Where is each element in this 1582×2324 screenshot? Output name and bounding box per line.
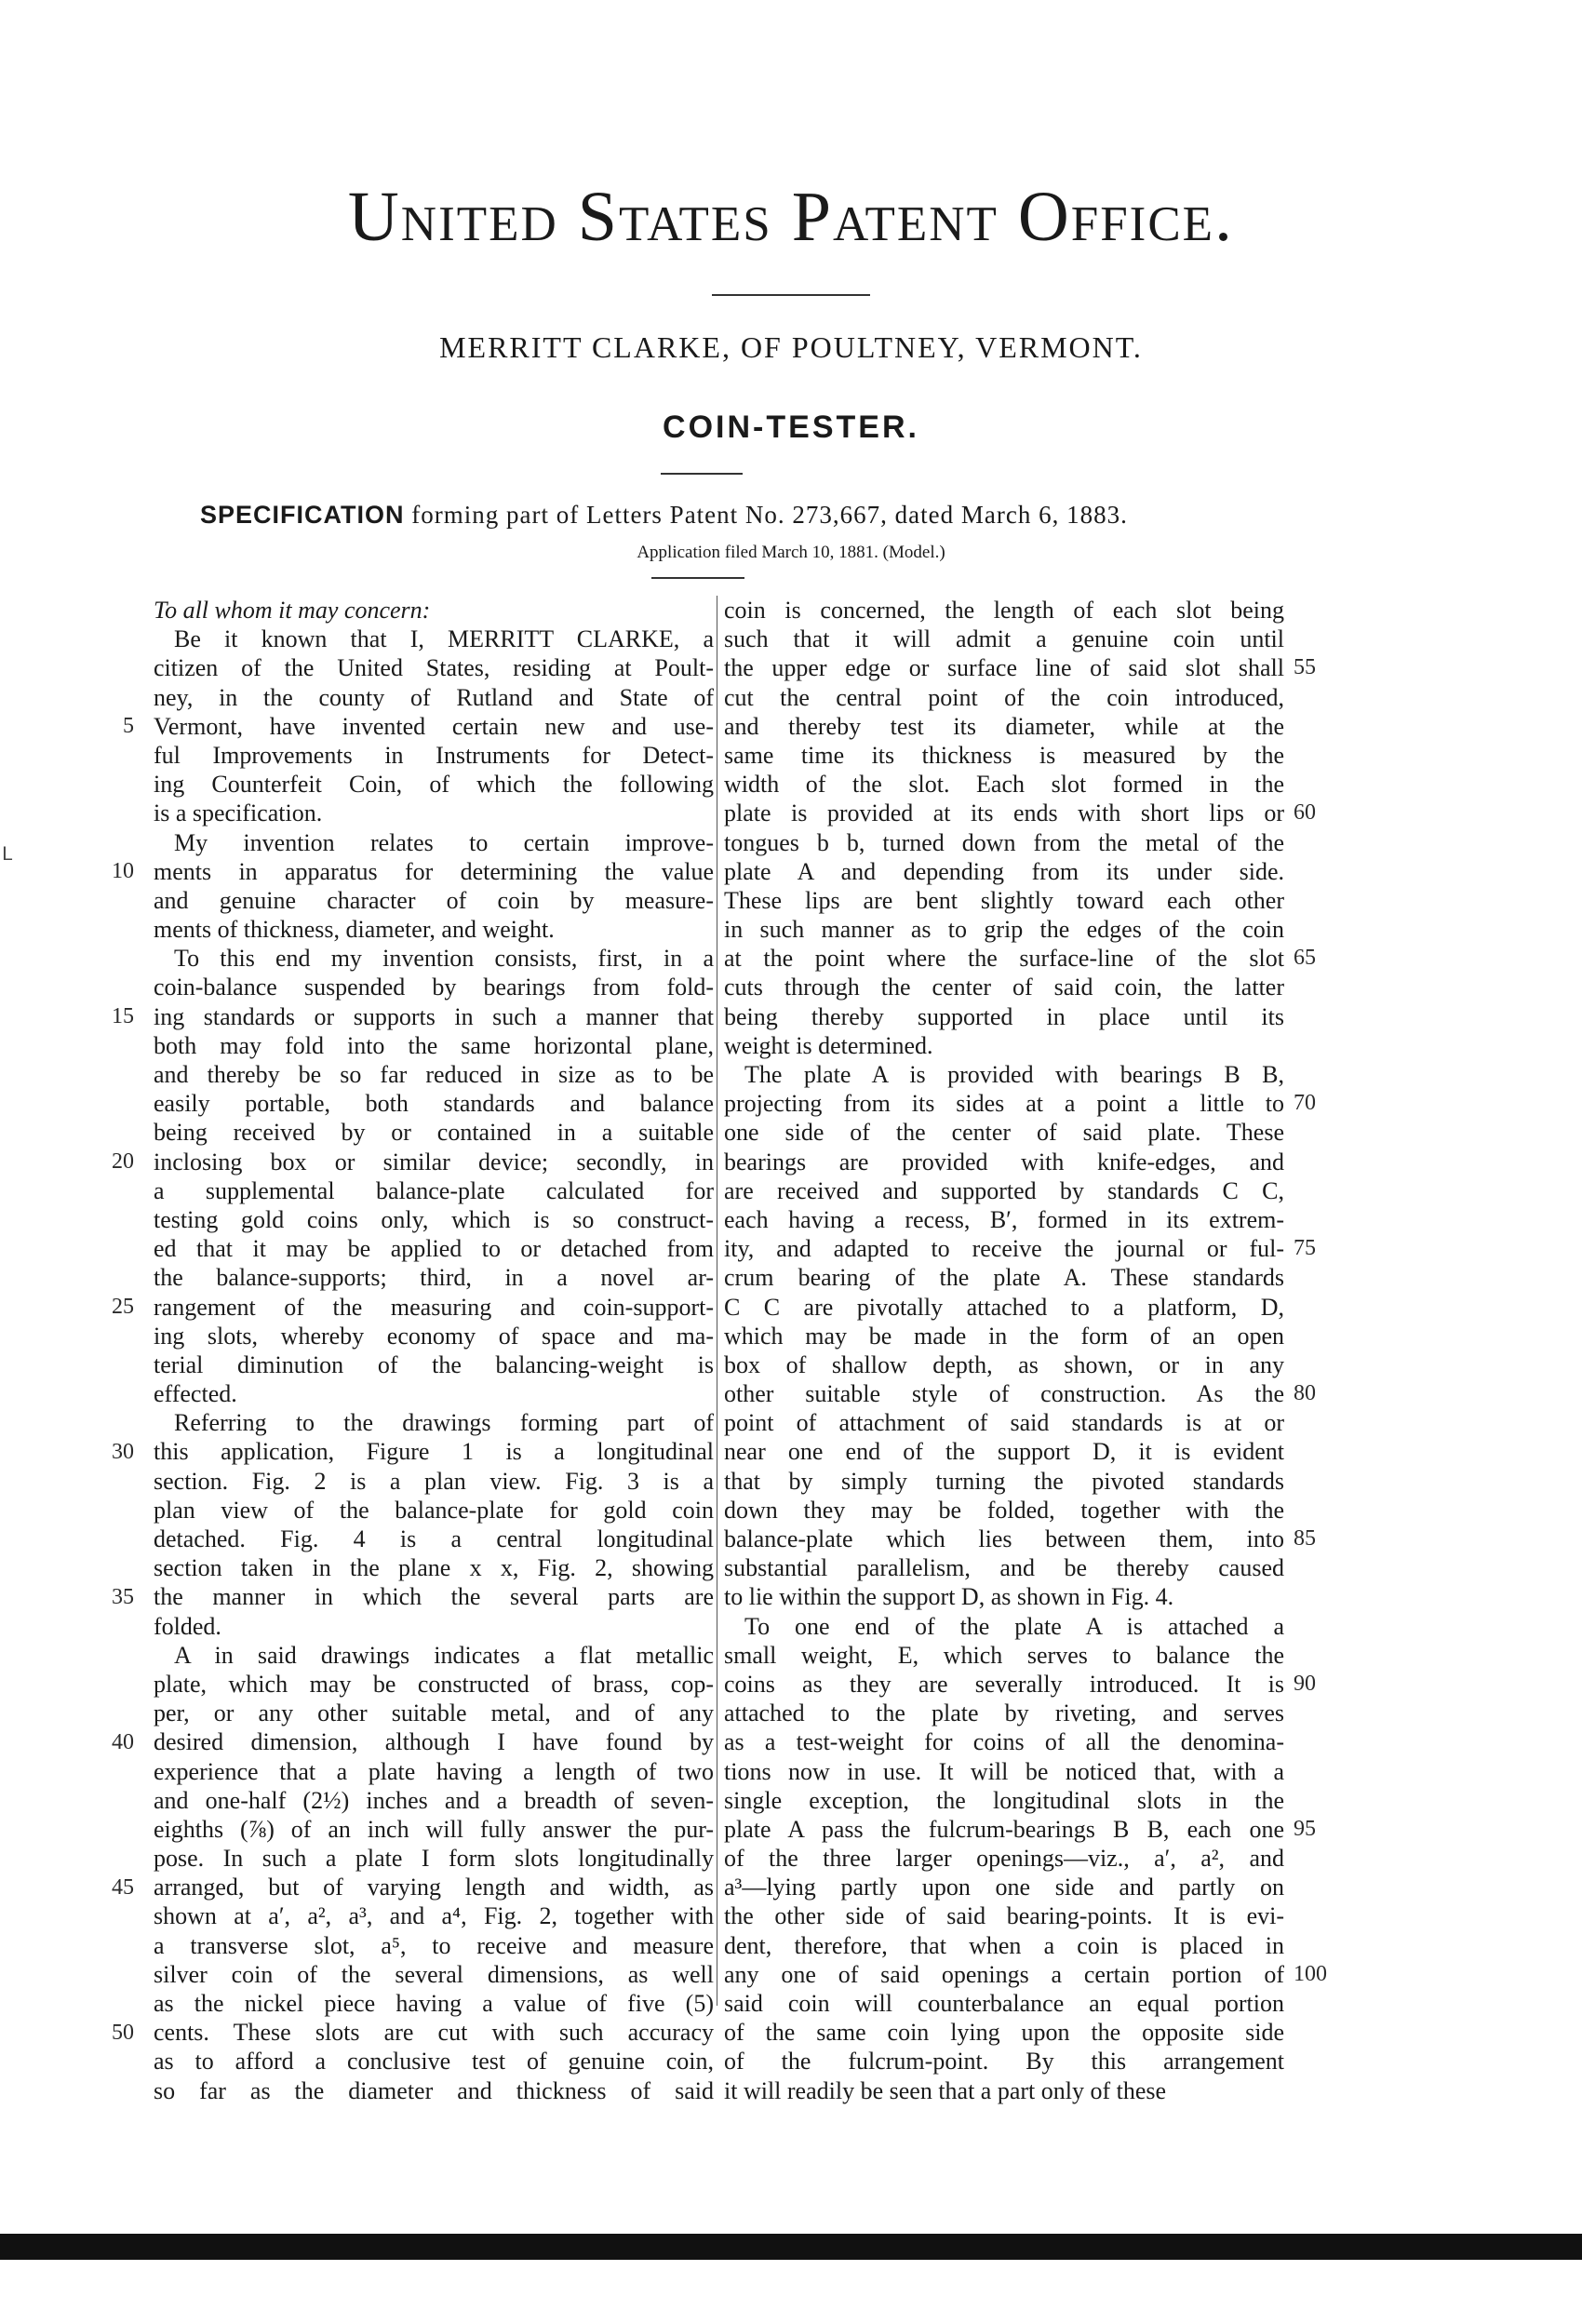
line-number: 100 [1294, 1962, 1327, 1987]
text-line: dent, therefore, that when a coin is placed in [724, 1931, 1284, 1959]
line-number: 55 [1294, 655, 1316, 680]
text-line: ing standards or supports in such a manner that [154, 1002, 714, 1030]
text-line: coins as they are severally introduced. It is [724, 1670, 1284, 1698]
line-number: 75 [1294, 1236, 1316, 1261]
text-line: being received by or contained in a suitable [154, 1119, 714, 1147]
text-line: plate, which may be constructed of brass, cop- [154, 1670, 714, 1698]
text-line: shown at a′, a², a³, and a⁴, Fig. 2, together with [154, 1902, 714, 1930]
text-line: the other side of said bearing-points. It is evi- [724, 1902, 1284, 1930]
line-number: 40 [112, 1729, 134, 1754]
text-line: plate A pass the fulcrum-bearings B B, each one [724, 1815, 1284, 1843]
office-title: United States Patent Office. [347, 178, 1235, 256]
doc-title-divider [661, 473, 743, 475]
text-line: weight is determined. [724, 1031, 933, 1059]
text-line: each having a recess, B′, formed in its extrem- [724, 1205, 1284, 1233]
specification-label: SPECIFICATION [200, 501, 405, 529]
text-line: arranged, but of varying length and width, as [154, 1874, 714, 1901]
text-line: are received and supported by standards C C, [724, 1176, 1284, 1204]
text-line: section taken in the plane x x, Fig. 2, showing [154, 1554, 714, 1582]
text-line: tongues b b, turned down from the metal of the [724, 828, 1284, 856]
text-line: tions now in use. It will be noticed that, with a [724, 1757, 1284, 1785]
text-line: To one end of the plate A is attached a [744, 1612, 1284, 1640]
text-line: per, or any other suitable metal, and of any [154, 1699, 714, 1727]
text-line: These lips are bent slightly toward each other [724, 886, 1284, 914]
text-line: this application, Figure 1 is a longitudinal [154, 1438, 714, 1466]
line-number: 25 [112, 1294, 134, 1319]
text-line: so far as the diameter and thickness of said [154, 2076, 714, 2104]
text-line: plate A and depending from its under side. [724, 857, 1284, 885]
text-line: ments in apparatus for determining the value [154, 857, 714, 885]
text-line: experience that a plate having a length of two [154, 1757, 714, 1785]
text-line: single exception, the longitudinal slots in the [724, 1786, 1284, 1814]
line-number: 35 [112, 1584, 134, 1609]
text-line: crum bearing of the plate A. These standards [724, 1264, 1284, 1292]
line-number: 5 [123, 713, 134, 738]
text-line: plate is provided at its ends with short lips or [724, 799, 1284, 827]
left-column [154, 596, 714, 2105]
text-line: as a test-weight for coins of all the denomina- [724, 1728, 1284, 1756]
line-number: 30 [112, 1439, 134, 1464]
text-line: cuts through the center of said coin, the latter [724, 974, 1284, 1001]
line-number: 60 [1294, 800, 1316, 826]
text-line: cents. These slots are cut with such accuracy [154, 2019, 714, 2047]
text-line: to lie within the support D, as shown in Fig. 4. [724, 1583, 1174, 1611]
line-number: 65 [1294, 946, 1316, 971]
text-line: point of attachment of said standards is at or [724, 1409, 1284, 1437]
specification-line [200, 501, 1428, 530]
text-line: attached to the plate by riveting, and serves [724, 1699, 1284, 1727]
text-line: ments of thickness, diameter, and weight. [154, 916, 555, 944]
text-line: same time its thickness is measured by the [724, 741, 1284, 769]
text-line: and thereby test its diameter, while at the [724, 712, 1284, 740]
text-line: ing Counterfeit Coin, of which the following [154, 771, 714, 799]
text-line: The plate A is provided with bearings B B, [744, 1061, 1284, 1088]
text-line: ful Improvements in Instruments for Detect- [154, 741, 714, 769]
line-number: 20 [112, 1149, 134, 1174]
text-line: it will readily be seen that a part only of these [724, 2076, 1167, 2104]
document-title: COIN-TESTER. [663, 410, 919, 445]
text-line: both may fold into the same horizontal plane, [154, 1031, 714, 1059]
text-line: To all whom it may concern: [154, 597, 431, 624]
text-line: folded. [154, 1612, 221, 1640]
line-number: 10 [112, 858, 134, 883]
text-line: in such manner as to grip the edges of the coin [724, 916, 1284, 944]
text-line: other suitable style of construction. As the [724, 1380, 1284, 1408]
text-line: as to afford a conclusive test of genuine coin, [154, 2048, 714, 2075]
text-line: My invention relates to certain improve- [174, 828, 714, 856]
text-line: balance-plate which lies between them, into [724, 1525, 1284, 1552]
text-line: a supplemental balance-plate calculated for [154, 1176, 714, 1204]
line-number: 45 [112, 1874, 134, 1900]
text-line: the upper edge or surface line of said slot shall [724, 654, 1284, 682]
text-line: near one end of the support D, it is evident [724, 1438, 1284, 1466]
text-line: ney, in the county of Rutland and State of [154, 683, 714, 711]
line-number: 85 [1294, 1526, 1316, 1552]
text-line: Referring to the drawings forming part of [174, 1409, 714, 1437]
text-line: said coin will counterbalance an equal portion [724, 1990, 1284, 2017]
text-line: Vermont, have invented certain new and use- [154, 712, 714, 740]
text-line: pose. In such a plate I form slots longitudinally [154, 1845, 714, 1873]
text-line: at the point where the surface-line of the slot [724, 945, 1284, 973]
text-line: a transverse slot, a⁵, to receive and measure [154, 1931, 714, 1959]
application-line: Application filed March 10, 1881. (Model.) [637, 543, 945, 562]
text-line: terial diminution of the balancing-weight is [154, 1350, 714, 1378]
text-line: substantial parallelism, and be thereby caused [724, 1554, 1284, 1582]
application-divider [651, 577, 744, 579]
text-line: of the three larger openings—viz., a′, a², and [724, 1845, 1284, 1873]
text-line: bearings are provided with knife-edges, and [724, 1148, 1284, 1175]
text-line: that by simply turning the pivoted standards [724, 1467, 1284, 1495]
text-line: C C are pivotally attached to a platform, D, [724, 1293, 1284, 1321]
text-line: Be it known that I, MERRITT CLARKE, a [174, 625, 714, 653]
text-line: one side of the center of said plate. These [724, 1119, 1284, 1147]
text-line: down they may be folded, together with the [724, 1496, 1284, 1524]
text-line: box of shallow depth, as shown, or in any [724, 1350, 1284, 1378]
text-line: A in said drawings indicates a flat metallic [174, 1641, 714, 1669]
line-number: 15 [112, 1003, 134, 1028]
text-line: silver coin of the several dimensions, as well [154, 1960, 714, 1988]
text-line: effected. [154, 1380, 237, 1408]
margin-mark: ᒪ [2, 844, 13, 865]
text-line: is a specification. [154, 799, 323, 827]
text-line: being thereby supported in place until its [724, 1002, 1284, 1030]
text-line: section. Fig. 2 is a plan view. Fig. 3 is a [154, 1467, 714, 1495]
text-line: detached. Fig. 4 is a central longitudinal [154, 1525, 714, 1552]
text-line: such that it will admit a genuine coin until [724, 625, 1284, 653]
right-column [724, 596, 1284, 2105]
text-line: the balance-supports; third, in a novel ar- [154, 1264, 714, 1292]
text-line: plan view of the balance-plate for gold coin [154, 1496, 714, 1524]
text-line: small weight, E, which serves to balance the [724, 1641, 1284, 1669]
text-line: projecting from its sides at a point a little to [724, 1090, 1284, 1118]
title-divider [712, 294, 870, 296]
text-line: coin-balance suspended by bearings from fold- [154, 974, 714, 1001]
line-number: 90 [1294, 1672, 1316, 1697]
scan-bottom-edge [0, 2234, 1582, 2260]
text-line: ing slots, whereby economy of space and ma- [154, 1322, 714, 1350]
text-line: and genuine character of coin by measure- [154, 886, 714, 914]
text-line: coin is concerned, the length of each slot being [724, 597, 1284, 624]
text-line: easily portable, both standards and balance [154, 1090, 714, 1118]
text-line: as the nickel piece having a value of five (5) [154, 1990, 714, 2017]
text-line: citizen of the United States, residing at Poult- [154, 654, 714, 682]
text-line: width of the slot. Each slot formed in the [724, 771, 1284, 799]
line-number: 95 [1294, 1817, 1316, 1842]
line-number: 50 [112, 2020, 134, 2045]
text-line: and one-half (2½) inches and a breadth of seven- [154, 1786, 714, 1814]
text-line: and thereby be so far reduced in size as to be [154, 1061, 714, 1088]
text-line: rangement of the measuring and coin-support- [154, 1293, 714, 1321]
text-line: any one of said openings a certain portion of [724, 1960, 1284, 1988]
text-line: of the same coin lying upon the opposite side [724, 2019, 1284, 2047]
text-line: cut the central point of the coin introduced, [724, 683, 1284, 711]
line-number: 70 [1294, 1091, 1316, 1116]
text-line: To this end my invention consists, first, in a [174, 945, 714, 973]
line-number: 80 [1294, 1381, 1316, 1406]
inventor-line: MERRITT CLARKE, OF POULTNEY, VERMONT. [439, 330, 1143, 364]
text-line: which may be made in the form of an open [724, 1322, 1284, 1350]
text-line: ed that it may be applied to or detached from [154, 1235, 714, 1263]
specification-text: forming part of Letters Patent No. 273,667, dated March 6, 1883. [411, 501, 1128, 529]
text-line: desired dimension, although I have found by [154, 1728, 714, 1756]
text-line: inclosing box or similar device; secondly, in [154, 1148, 714, 1175]
text-line: ity, and adapted to receive the journal or ful- [724, 1235, 1284, 1263]
text-line: of the fulcrum-point. By this arrangement [724, 2048, 1284, 2075]
text-line: the manner in which the several parts are [154, 1583, 714, 1611]
text-line: a³—lying partly upon one side and partly on [724, 1874, 1284, 1901]
text-line: eighths (⅞) of an inch will fully answer the pur- [154, 1815, 714, 1843]
text-line: testing gold coins only, which is so construct- [154, 1205, 714, 1233]
